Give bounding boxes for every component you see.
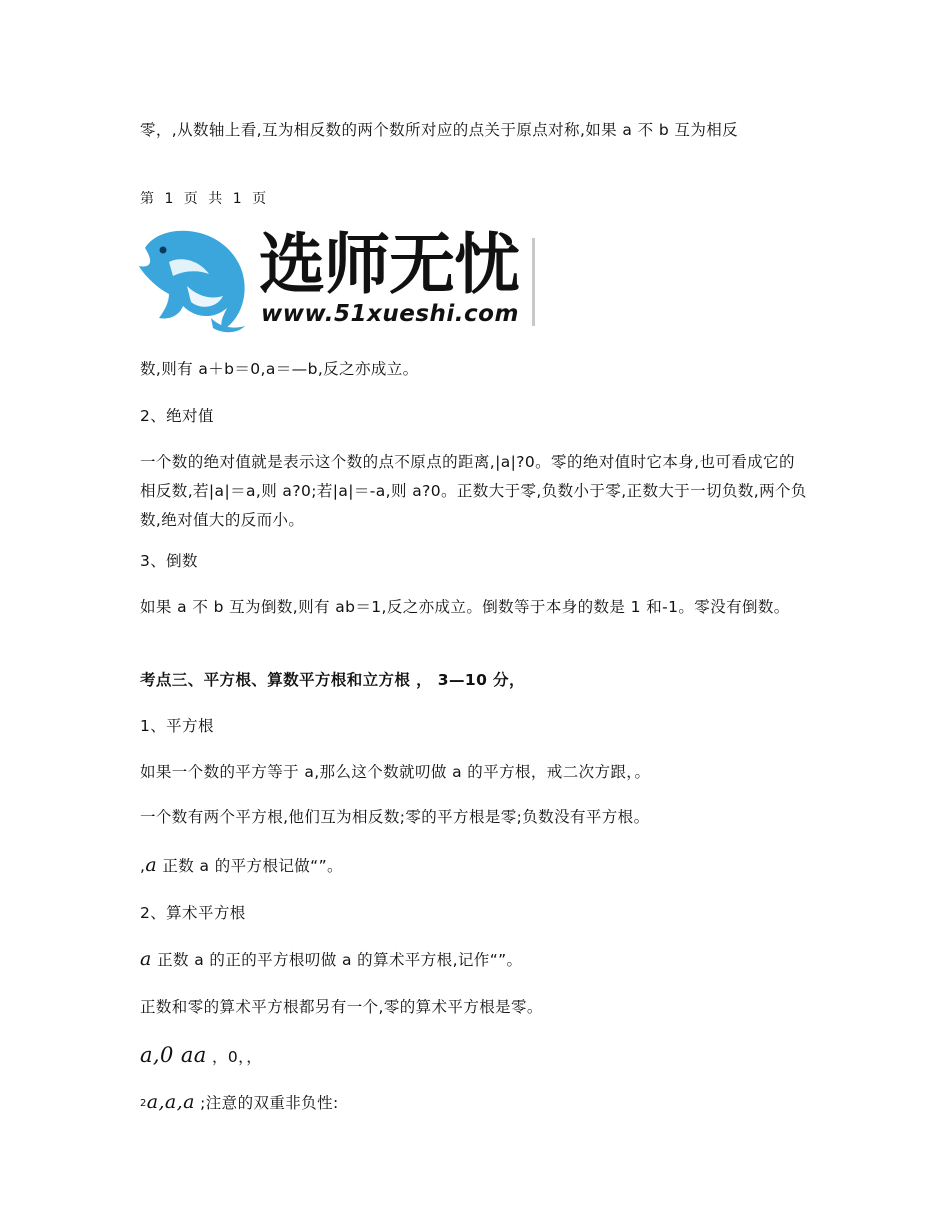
math-symbol-a: a [140,948,152,970]
logo-url: www.51xueshi.com [261,301,519,327]
math-expression: a,0 aa [140,1043,207,1067]
dolphin-icon [139,226,251,334]
heading-absolute-value: 2、绝对值 [140,407,214,425]
paragraph-reciprocal: 如果 a 不 b 互为倒数,则有 ab＝1,反之亦成立。倒数等于本身的数是 1 和-1。零没有倒数。 [140,598,790,616]
notation-text: 正数 a 的平方根记做“”。 [162,857,343,875]
comma-text: , [140,857,146,875]
math-symbol-a: a [145,854,158,876]
paragraph-square-root-definition: 如果一个数的平方等于 a,那么这个数就叨做 a 的平方根，戒二次方跟，。 [140,763,651,781]
paragraph-square-root-properties: 一个数有两个平方根,他们互为相反数;零的平方根是零;负数没有平方根。 [140,808,650,826]
site-logo [139,226,539,334]
logo-divider [532,238,535,326]
paragraph-opposite-numbers: 数,则有 a＋b＝0,a＝—b,反之亦成立。 [140,360,419,378]
heading-arithmetic-square-root: 2、算术平方根 [140,904,246,922]
heading-square-root: 1、平方根 [140,717,214,735]
definition-text: 正数 a 的正的平方根叨做 a 的算术平方根,记作“”。 [157,951,523,969]
paragraph-double-nonnegativity [140,1088,810,1118]
paragraph-arithmetic-root-definition [140,945,810,975]
heading-topic-three: 考点三、平方根、算数平方根和立方根 ， 3—10 分， [140,671,525,689]
superscript-two: 2 [140,1098,147,1109]
logo-brand-name: 选师无忧 [259,226,519,303]
page-footer: 第 1 页 共 1 页 [140,191,270,207]
heading-reciprocal: 3、倒数 [140,552,198,570]
paragraph-arithmetic-root-unique: 正数和零的算术平方根都另有一个,零的算术平方根是零。 [140,998,543,1016]
expression-text: ，0，， [212,1048,263,1066]
paragraph-square-root-notation [140,851,810,881]
nonnegativity-text: ;注意的双重非负性: [200,1094,339,1112]
math-expression: a,a,a [146,1091,195,1113]
paragraph-absolute-value: 一个数的绝对值就是表示这个数的点不原点的距离,|a|?0。零的绝对值时它本身,也可看成它的相反数,若|a|＝a,则 a?0;若|a|＝-a,则 a?0。正数大于零,负数小于零,正数大于一切负数,两个负数,绝对值大的反而小。 [140,453,807,529]
paragraph-number-line-symmetry: 零，,从数轴上看,互为相反数的两个数所对应的点关于原点对称,如果 a 不 b 互为相反 [140,121,739,139]
paragraph-math-expression [140,1041,810,1072]
